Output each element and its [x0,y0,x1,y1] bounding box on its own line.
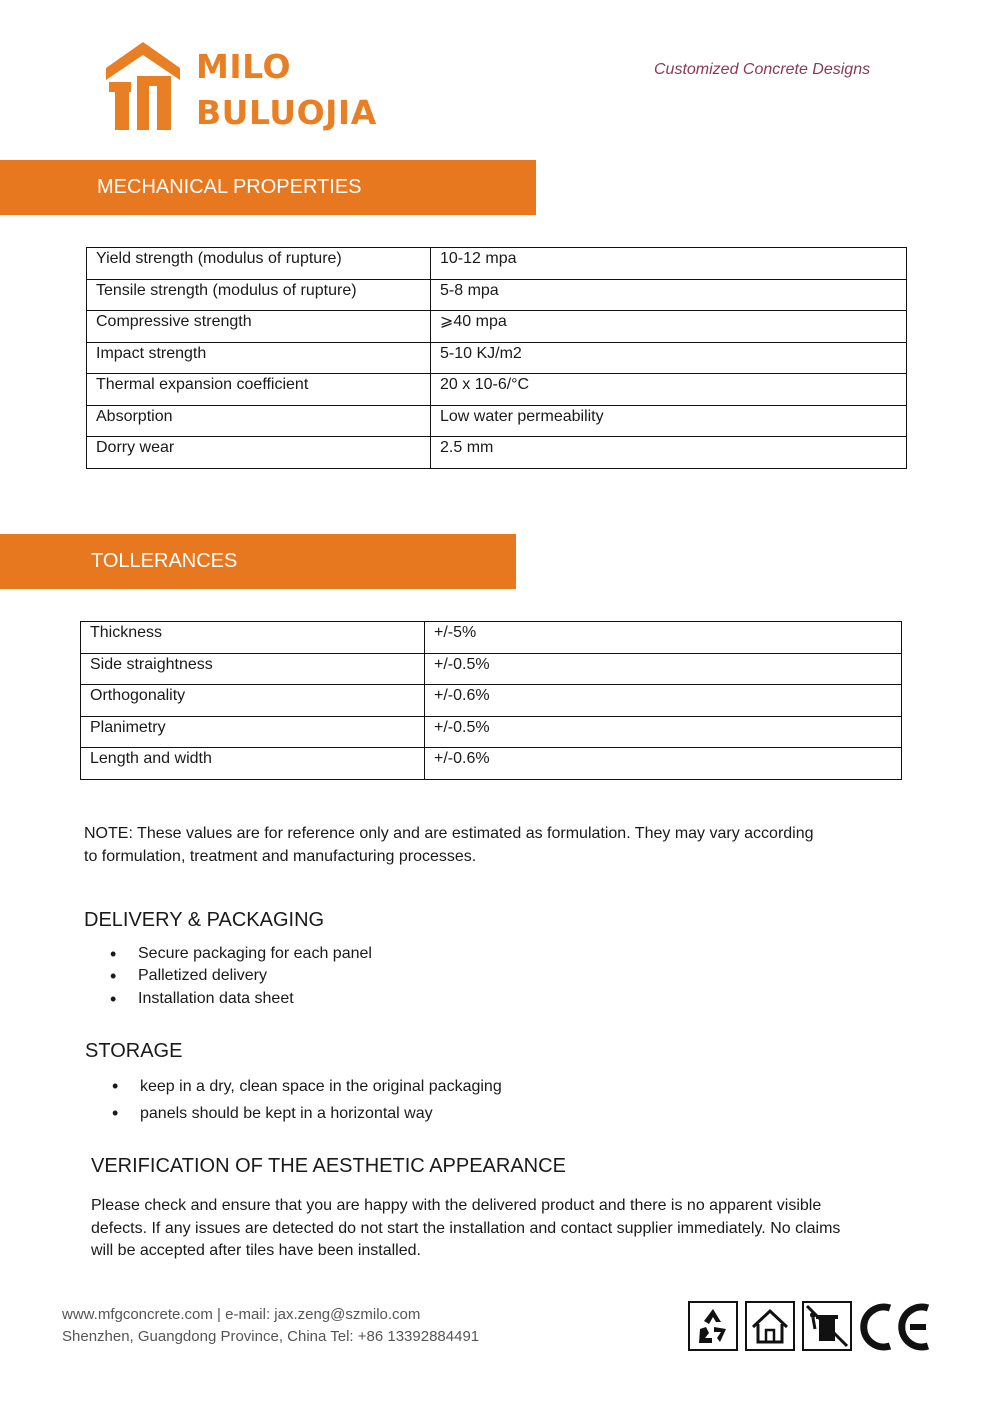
property-value: 2.5 mm [431,437,907,469]
indoor-use-icon [745,1301,795,1351]
list-item: • Installation data sheet [110,988,372,1010]
property-value: 20 x 10-6/°C [431,374,907,406]
tolerance-label: Thickness [81,622,425,654]
verification-paragraph [91,1195,921,1263]
section-band-tolerances [0,534,516,589]
note-line: to formulation, treatment and manufacturing processes. [84,848,477,865]
table-row [87,374,907,406]
tolerance-label: Side straightness [81,653,425,685]
recycle-icon [688,1301,738,1351]
table-row [81,685,902,717]
verification-line: defects. If any issues are detected do not start the installation and contact supplier immediately. No claims [91,1219,841,1237]
property-value: 5-10 KJ/m2 [431,342,907,374]
table-row [81,748,902,780]
property-label: Compressive strength [87,311,431,343]
property-label: Yield strength (modulus of rupture) [87,248,431,280]
footer-address-phone: Shenzhen, Guangdong Province, China Tel: +86 13392884491 [62,1328,480,1345]
no-trash-bin-icon [802,1301,852,1351]
section-band-mechanical [0,160,536,215]
tolerance-label: Planimetry [81,716,425,748]
brand-logo-icon [106,42,180,132]
property-label: Impact strength [87,342,431,374]
ce-mark-icon [858,1300,934,1354]
tolerance-value: +/-0.5% [425,653,902,685]
footer-web-email: www.mfgconcrete.com | e-mail: jax.zeng@szmilo.com [62,1306,421,1323]
property-value: Low water permeability [431,405,907,437]
note-line: NOTE: These values are for reference only and are estimated as formulation. They may vary according [84,825,814,842]
table-row [87,437,907,469]
tagline: Customized Concrete Designs [654,61,871,78]
brand-name-line1: MILO [196,47,292,86]
list-item: • panels should be kept in a horizontal way [112,1100,502,1127]
table-row [87,311,907,343]
section-title-tolerances: TOLLERANCES [91,550,238,572]
table-row [87,279,907,311]
delivery-list [110,943,372,1010]
table-row [81,653,902,685]
table-row [87,342,907,374]
tolerance-value: +/-0.5% [425,716,902,748]
list-item: • keep in a dry, clean space in the original packaging [112,1073,502,1100]
note-paragraph [84,822,884,868]
property-value: 10-12 mpa [431,248,907,280]
tolerance-label: Length and width [81,748,425,780]
table-row [81,622,902,654]
storage-list [112,1073,502,1127]
storage-heading: STORAGE [85,1040,183,1062]
property-label: Tensile strength (modulus of rupture) [87,279,431,311]
property-label: Dorry wear [87,437,431,469]
property-label: Absorption [87,405,431,437]
table-row [87,405,907,437]
verification-line: will be accepted after tiles have been installed. [91,1242,421,1259]
table-row [87,248,907,280]
footer-contact [62,1304,479,1348]
verification-heading: VERIFICATION OF THE AESTHETIC APPEARANCE [91,1155,566,1177]
brand-name [196,44,377,136]
brand-name-line2: BULUOJIA [196,93,377,132]
list-item: • Palletized delivery [110,965,372,987]
list-item: • Secure packaging for each panel [110,943,372,965]
verification-line: Please check and ensure that you are happy with the delivered product and there is no apparent visible [91,1197,822,1214]
tolerance-label: Orthogonality [81,685,425,717]
table-row [81,716,902,748]
tolerances-table [80,621,902,780]
mechanical-properties-table [86,247,907,469]
property-value: 5-8 mpa [431,279,907,311]
property-label: Thermal expansion coefficient [87,374,431,406]
tolerance-value: +/-0.6% [425,748,902,780]
tolerance-value: +/-5% [425,622,902,654]
delivery-heading: DELIVERY & PACKAGING [84,909,325,931]
section-title-mechanical: MECHANICAL PROPERTIES [97,176,362,198]
tolerance-value: +/-0.6% [425,685,902,717]
property-value: ⩾40 mpa [431,311,907,343]
